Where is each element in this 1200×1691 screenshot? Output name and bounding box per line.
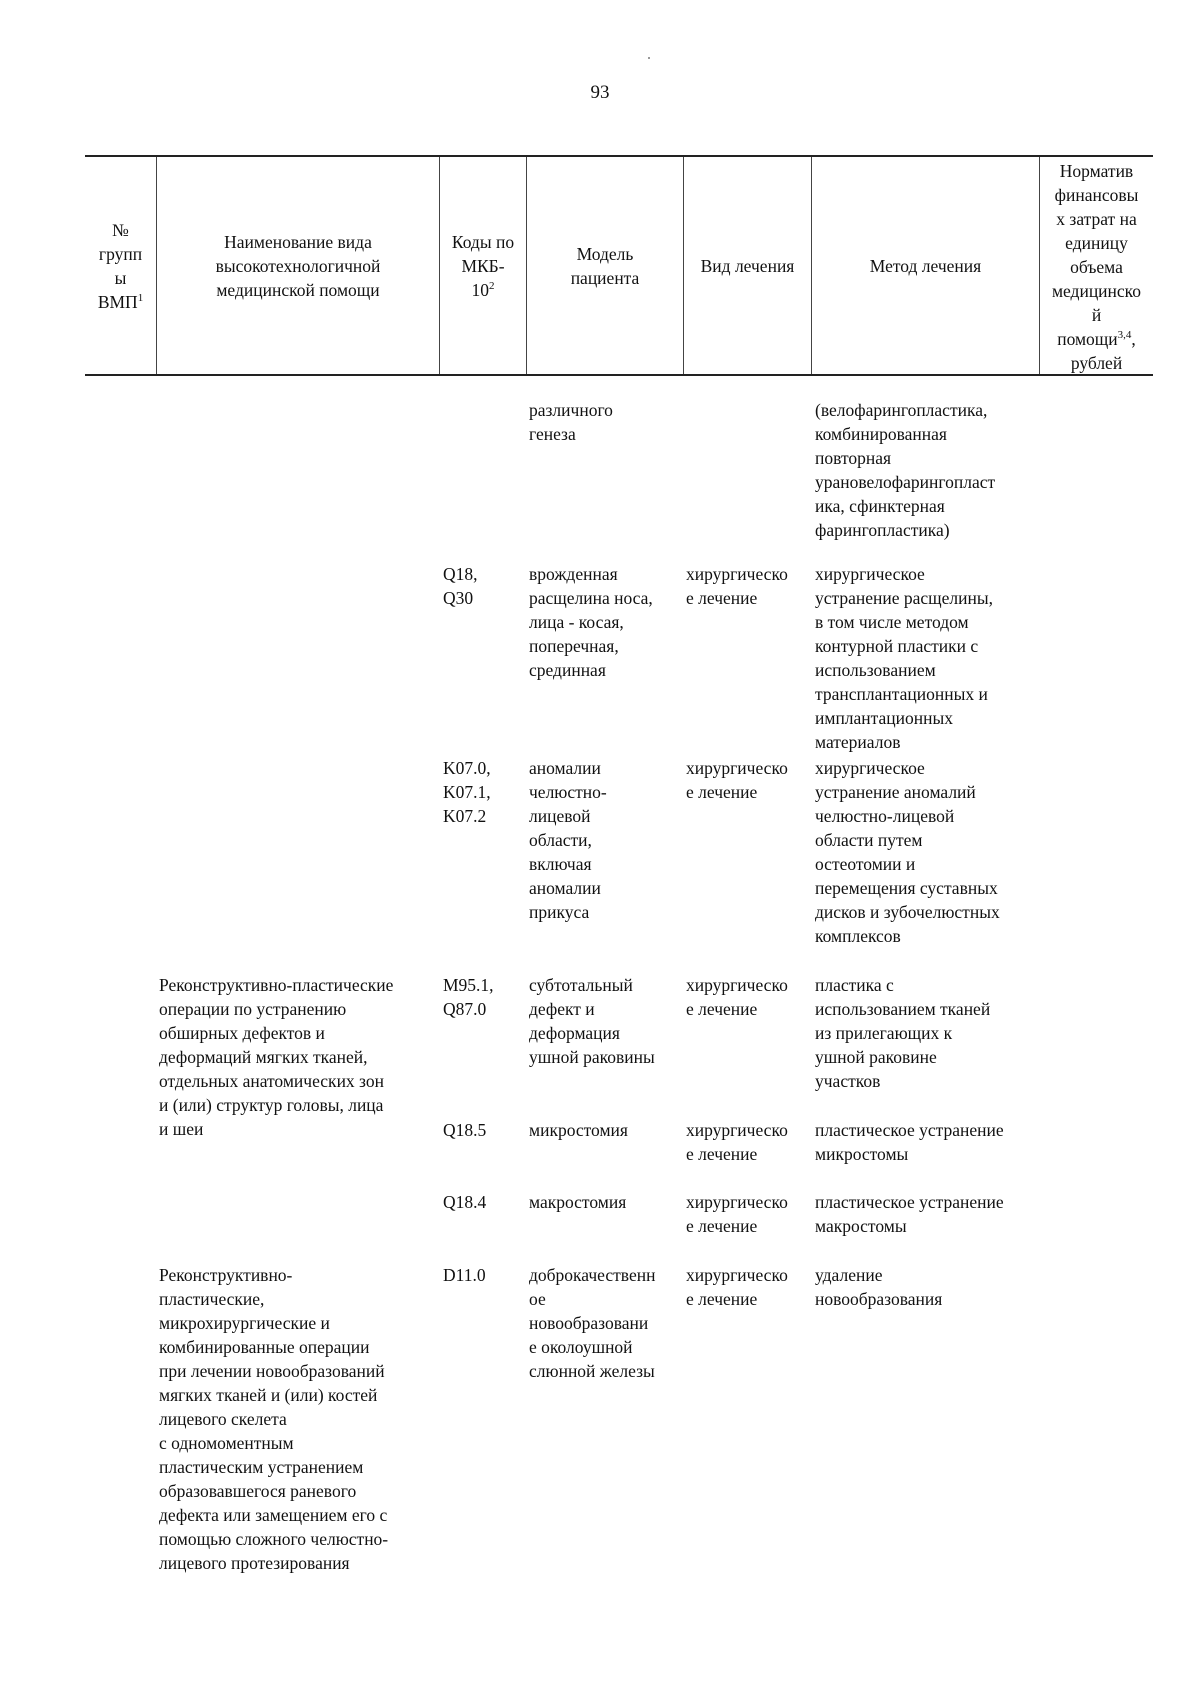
cell-treatment-type: хирургическо е лечение <box>686 1265 788 1309</box>
cell-icd-codes: Q18.4 <box>443 1192 487 1212</box>
cell-treatment-method: хирургическое устранение расщелины, в том числе методом контурной пластики с использованием трансплантационных и имплантационных материалов <box>815 564 994 752</box>
scan-speck <box>648 57 650 59</box>
footnote-mark: 3,4 <box>1117 329 1132 342</box>
header-icd-codes-text: Коды по МКБ- 10 <box>451 232 515 300</box>
header-cost-norm-text: Норматив финансовы х затрат на единицу объема медицинско й помощи <box>1051 161 1142 349</box>
cell-patient-model: врожденная расщелина носа, лица - косая, поперечная, срединная <box>529 564 653 680</box>
header-treatment-method: Метод лечения <box>869 256 982 276</box>
cell-treatment-method: пластика с использованием тканей из прилегающих к ушной раковине участков <box>815 975 991 1091</box>
cell-patient-model: субтотальный дефект и деформация ушной раковины <box>529 975 655 1067</box>
header-bottom-border <box>85 374 1153 376</box>
cell-treatment-method: удаление новообразования <box>815 1265 943 1309</box>
footnote-mark: 2 <box>489 280 495 293</box>
cell-patient-model: макростомия <box>529 1192 627 1212</box>
cell-patient-model: аномалии челюстно- лицевой области, включая аномалии прикуса <box>529 758 607 922</box>
cell-treatment-type: хирургическо е лечение <box>686 1120 788 1164</box>
cell-icd-codes: Q18, Q30 <box>443 564 478 608</box>
header-patient-model: Модель пациента <box>570 244 640 288</box>
header-icd-codes <box>440 230 526 302</box>
header-group-number-text: № групп ы ВМП <box>97 220 143 312</box>
cell-treatment-type: хирургическо е лечение <box>686 758 788 802</box>
cell-icd-codes: Q18.5 <box>443 1120 487 1140</box>
cell-care-type: Реконструктивно- пластические, микрохирургические и комбинированные операции при лечении новообразований мягких тканей и (или) костей лицевого скелета с одномоментным пластическим устранением образовавшегося раневого дефекта или замещением его с помощью сложного челюстно- лицевого протезирования <box>159 1265 389 1573</box>
cell-treatment-method: (велофарингопластика, комбинированная повторная урановелофарингопласт ика, сфинктерная фарингопластика) <box>815 400 996 540</box>
page-number: 93 <box>590 82 610 103</box>
cell-patient-model: различного генеза <box>529 400 613 444</box>
header-cost-norm-unit: , рублей <box>1070 329 1136 373</box>
cell-patient-model: микростомия <box>529 1120 628 1140</box>
cell-treatment-method: пластическое устранение макростомы <box>815 1192 1004 1236</box>
header-treatment-type: Вид лечения <box>700 256 795 276</box>
header-group-number <box>85 218 156 314</box>
cell-care-type: Реконструктивно-пластические операции по устранению обширных дефектов и деформаций мягких тканей, отдельных анатомических зон и (или) структур головы, лица и шеи <box>159 975 394 1139</box>
header-cost-norm <box>1040 159 1153 375</box>
cell-patient-model: доброкачественн ое новообразовани е околоушной слюнной железы <box>529 1265 656 1381</box>
cell-treatment-method: пластическое устранение микростомы <box>815 1120 1004 1164</box>
footnote-mark: 1 <box>137 292 144 305</box>
cell-icd-codes: M95.1, Q87.0 <box>443 975 494 1019</box>
cell-treatment-type: хирургическо е лечение <box>686 564 788 608</box>
table-top-border <box>85 155 1153 157</box>
cell-treatment-method: хирургическое устранение аномалий челюстно-лицевой области путем остеотомии и перемещения суставных дисков и зубочелюстных комплексов <box>815 758 1000 946</box>
header-care-type: Наименование вида высокотехнологичной медицинской помощи <box>215 232 381 300</box>
cell-treatment-type: хирургическо е лечение <box>686 1192 788 1236</box>
cell-icd-codes: K07.0, K07.1, K07.2 <box>443 758 491 826</box>
cell-icd-codes: D11.0 <box>443 1265 486 1285</box>
cell-treatment-type: хирургическо е лечение <box>686 975 788 1019</box>
